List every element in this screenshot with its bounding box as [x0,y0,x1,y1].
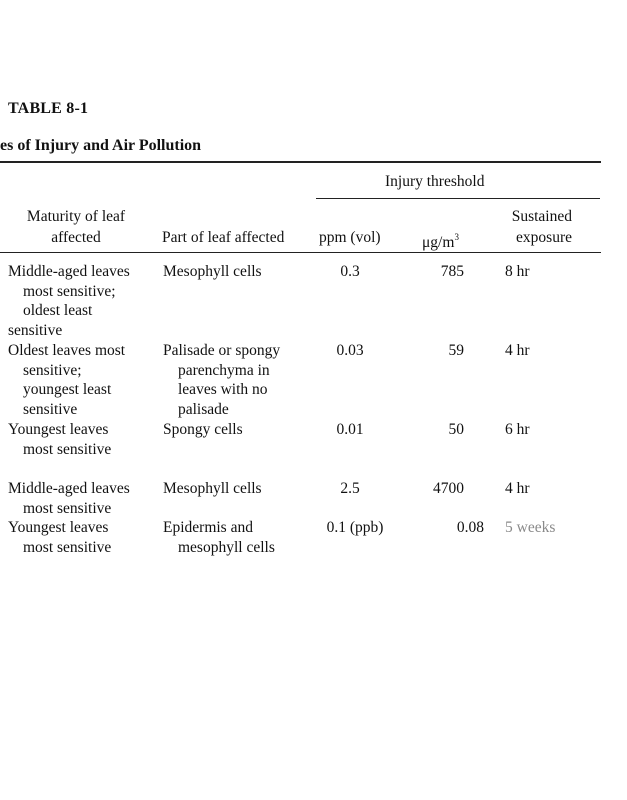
row4-ugm3: 4700 [433,480,464,497]
header-ugm3 [422,227,459,253]
row2-part-line: Palisade or spongy [163,342,281,359]
header-maturity [8,206,144,248]
row4-sustained: 4 hr [505,480,530,497]
row4-part [163,479,262,499]
header-maturity-line1: Maturity of leaf [26,208,126,225]
header-rule [0,252,601,253]
header-sustained [495,206,572,248]
row4-maturity [8,479,130,518]
row3-ugm3: 50 [448,421,464,438]
row2-part [163,341,280,419]
header-ugm3-exponent: 3 [454,232,459,242]
row4-maturity-line: most sensitive [23,499,112,517]
row5-part [163,518,275,557]
row1-part-line: Mesophyll cells [163,263,262,280]
row3-part [163,420,243,440]
header-maturity-line2: affected [51,229,101,246]
row1-part [163,262,262,282]
row2-ppm: 0.03 [336,342,364,359]
row2-sustained: 4 hr [505,342,530,359]
top-rule [0,161,601,163]
row5-maturity-line: Youngest leaves [8,519,109,536]
row3-sustained: 6 hr [505,421,530,438]
group-rule [316,198,600,199]
row1-maturity-line: oldest least [23,302,93,320]
header-ppm: ppm (vol) [319,229,381,246]
row3-maturity [8,420,111,459]
row5-ppm: 0.1 (ppb) [326,519,384,536]
row3-maturity-line: Youngest leaves [8,421,109,438]
row1-sustained: 8 hr [505,263,530,280]
row4-part-line: Mesophyll cells [163,480,262,497]
row1-ugm3: 785 [440,263,464,280]
row2-ugm3: 59 [448,342,464,359]
row2-maturity [8,341,125,419]
header-sustained-line1: Sustained [511,208,572,225]
row5-ugm3: 0.08 [456,519,484,536]
row3-maturity-line: most sensitive [23,440,112,458]
row5-maturity-line: most sensitive [23,538,112,556]
row2-part-line: parenchyma in [178,361,270,379]
row1-ppm: 0.3 [340,263,360,280]
injury-threshold-header: Injury threshold [385,173,485,190]
row4-maturity-line: Middle-aged leaves [8,480,130,497]
row2-maturity-line: sensitive; [23,361,82,379]
row2-part-line: palisade [178,400,229,418]
row5-sustained: 5 weeks [505,519,556,536]
header-sustained-line2: exposure [516,229,572,246]
header-ugm3-unit: μg/m [422,234,455,251]
row1-maturity-line: Middle-aged leaves [8,263,130,280]
row2-maturity-line: youngest least [23,381,112,399]
row3-ppm: 0.01 [336,421,364,438]
row1-maturity-line: most sensitive; [23,282,116,300]
table-label: TABLE 8-1 [8,100,89,117]
row2-maturity-line: Oldest leaves most [8,342,126,359]
row5-maturity [8,518,111,557]
row2-part-line: leaves with no [178,381,268,399]
row1-maturity-line: sensitive [8,321,63,339]
header-part: Part of leaf affected [162,229,285,246]
row5-part-line: Epidermis and [163,519,253,536]
row4-ppm: 2.5 [340,480,360,497]
row5-part-line: mesophyll cells [178,538,275,556]
row2-maturity-line: sensitive [23,400,78,418]
row3-part-line: Spongy cells [163,421,243,438]
row1-maturity [8,262,130,340]
table-title: es of Injury and Air Pollution [0,137,202,154]
